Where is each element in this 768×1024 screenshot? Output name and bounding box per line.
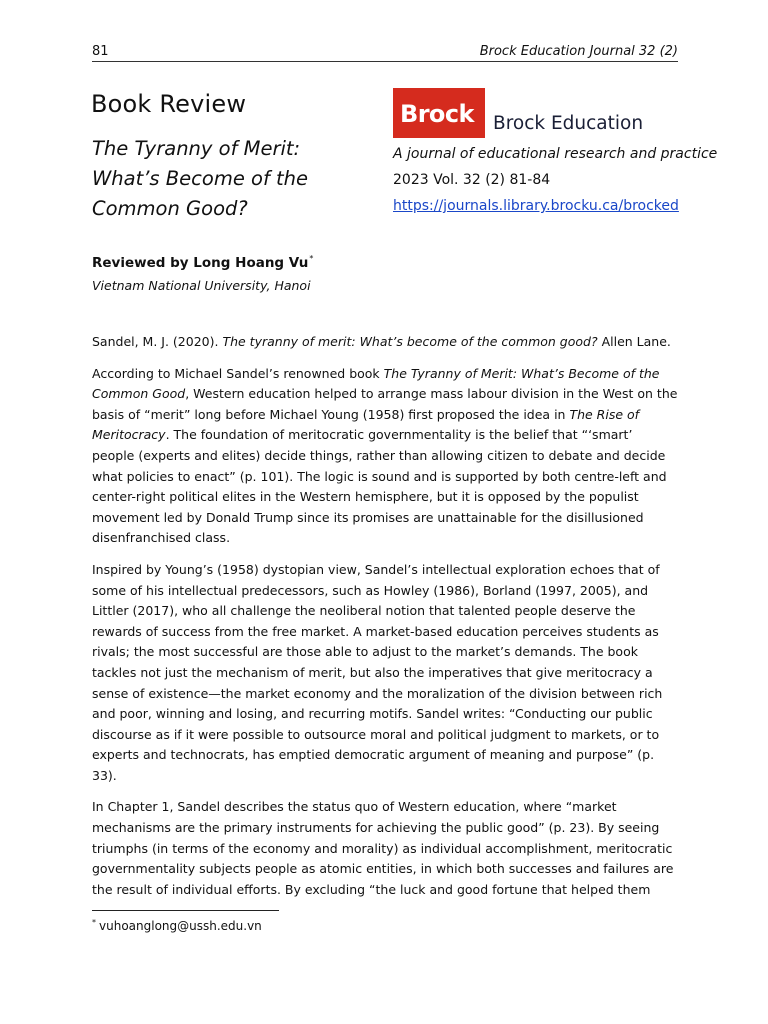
brock-logo — [393, 88, 485, 138]
paragraph-2: Inspired by Young’s (1958) dystopian view, Sandel’s intellectual exploration echoes that of some of his intellectual predecessors, such as Howley (1986), Borland (1997, 2005), and Littler (2017), who all challenge the neoliberal notion that talented people deserve the rewards of success from the free market. A market-based education perceives students as rivals; the most successful are those able to adjust to the market’s demands. The book tackles not just the mechanism of merit, but also the imperatives that give meritocracy a sense of existence—the market economy and the moralization of the division between rich and poor, winning and losing, and recurring motifs. Sandel writes: “Conducting our public discourse as if it were possible to outsource moral and political judgment to markets, or to experts and technocrats, has emptied democratic argument of meaning and purpose” (p. 33). — [92, 561, 663, 783]
footnote-reference-marker[interactable]: * — [309, 254, 314, 263]
footnote-divider — [92, 910, 279, 911]
header-divider — [92, 61, 678, 62]
paragraph-1-part-a: According to Michael Sandel’s renowned book — [92, 365, 384, 381]
section-title: Book Review — [91, 90, 247, 118]
citation-authors: Sandel, M. J. (2020). — [92, 334, 223, 349]
page-number: 81 — [92, 44, 109, 59]
paragraph-1-part-b: , Western education helped to arrange mass labour division in the West on the basis of “merit” long before Michael Young (1958) first proposed the idea in — [92, 386, 678, 422]
paragraph-1-part-c: . The foundation of meritocratic governmentality is the belief that “‘smart’ people (experts and elites) decide things, rather than allowing citizen to debate and decide what policies to enact” (p. 101). The logic is sound and is supported by both centre-left and center-right political elites in the Western hemisphere, but it is opposed by the populist movement led by Donald Trump since its promises are unattainable for the disillusioned disenfranchised class. — [92, 427, 667, 546]
brock-logo-wordmark: Brock — [400, 100, 474, 128]
journal-brand-name: Brock Education — [493, 113, 644, 134]
book-title-line-1: The Tyranny of Merit: — [92, 137, 301, 160]
citation-title: The tyranny of merit: What’s become of the common good? — [222, 334, 598, 349]
reviewer-name: Reviewed by Long Hoang Vu — [92, 255, 309, 271]
journal-tagline: A journal of educational research and practice — [393, 146, 718, 162]
book-title — [92, 134, 382, 224]
review-body — [92, 332, 678, 911]
paragraph-1-book-title: The Tyranny of Merit: What’s Become of the Common Good — [92, 365, 660, 402]
footnote — [92, 918, 262, 933]
footnote-email[interactable]: vuhoanglong@ussh.edu.vn — [99, 919, 262, 933]
book-title-line-2: What’s Become of the — [92, 167, 309, 190]
reviewer-affiliation: Vietnam National University, Hanoi — [92, 278, 311, 293]
paragraph-3: In Chapter 1, Sandel describes the status quo of Western education, where “market mechanisms are the primary instruments for achieving the public good” (p. 23). By seeing triumphs (in terms of the economy and morality) as individual accomplishment, meritocratic governmentality subjects people as atomic entities, in which both successes and failures are the result of individual efforts. By excluding “the luck and good fortune that helped them — [92, 799, 674, 897]
journal-link[interactable]: https://journals.library.brocku.ca/brocked — [393, 198, 679, 214]
footnote-marker: * — [92, 918, 96, 927]
paragraph-1-young-title: The Rise of Meritocracy — [92, 406, 640, 443]
reviewer-line — [92, 254, 313, 271]
book-title-line-3: Common Good? — [92, 197, 248, 220]
citation — [92, 332, 678, 353]
citation-publisher: Allen Lane. — [597, 334, 671, 349]
journal-issue: 2023 Vol. 32 (2) 81-84 — [393, 172, 551, 188]
paragraph-1 — [92, 364, 678, 549]
running-header-journal: Brock Education Journal 32 (2) — [479, 44, 678, 59]
